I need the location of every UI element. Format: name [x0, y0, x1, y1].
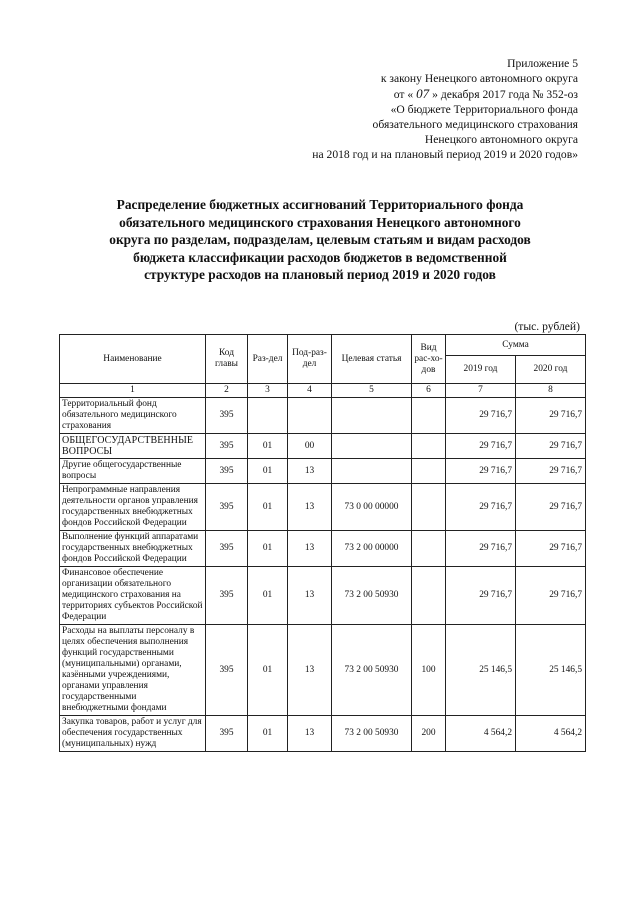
date-day-handwritten: 07 — [416, 86, 430, 101]
row-target: 73 2 00 50930 — [332, 567, 412, 625]
table-row — [60, 459, 586, 484]
row-subsection: 13 — [288, 484, 332, 531]
column-number: 2 — [206, 384, 248, 398]
date-prefix: от « — [393, 88, 414, 101]
row-name: Финансовое обеспечение организации обязательного медицинского страхования на территориях субъектов Российской Федерации — [60, 567, 206, 625]
row-sum-2019: 25 146,5 — [446, 625, 516, 716]
row-section: 01 — [248, 716, 288, 752]
row-section: 01 — [248, 434, 288, 459]
column-number: 7 — [446, 384, 516, 398]
row-sum-2019: 29 716,7 — [446, 484, 516, 531]
title-line: структуре расходов на плановый период 2019 и 2020 годов — [144, 267, 496, 283]
row-sum-2020: 29 716,7 — [516, 459, 586, 484]
row-code: 395 — [206, 459, 248, 484]
row-expense-type — [412, 459, 446, 484]
row-code: 395 — [206, 567, 248, 625]
table-row — [60, 625, 586, 716]
table-row — [60, 716, 586, 752]
row-subsection: 13 — [288, 625, 332, 716]
row-subsection: 13 — [288, 567, 332, 625]
row-sum-2019: 29 716,7 — [446, 398, 516, 434]
row-sum-2020: 29 716,7 — [516, 434, 586, 459]
column-number: 8 — [516, 384, 586, 398]
row-subsection: 13 — [288, 716, 332, 752]
table-row — [60, 567, 586, 625]
row-code: 395 — [206, 434, 248, 459]
row-expense-type — [412, 531, 446, 567]
row-subsection — [288, 398, 332, 434]
row-name: Выполнение функций аппаратами государственных внебюджетных фондов Российской Федерации — [60, 531, 206, 567]
row-sum-2020: 29 716,7 — [516, 567, 586, 625]
appendix-law-ref: к закону Ненецкого автономного округа — [380, 72, 578, 85]
row-name: Непрограммные направления деятельности органов управления государственных внебюджетных фондов Российской Федерации — [60, 484, 206, 531]
appendix-law-title-1: «О бюджете Территориального фонда — [390, 103, 578, 116]
row-section: 01 — [248, 459, 288, 484]
title-line: обязательного медицинского страхования Ненецкого автономного — [119, 214, 521, 230]
column-number: 3 — [248, 384, 288, 398]
appendix-date-line — [238, 86, 578, 102]
row-expense-type — [412, 398, 446, 434]
column-number-row — [60, 384, 586, 398]
row-section: 01 — [248, 567, 288, 625]
header-section: Раз-дел — [248, 335, 288, 384]
units-note: (тыс. рублей) — [514, 320, 580, 333]
row-code: 395 — [206, 484, 248, 531]
row-subsection: 00 — [288, 434, 332, 459]
row-name: Закупка товаров, работ и услуг для обеспечения государственных (муниципальных) нужд — [60, 716, 206, 752]
row-section: 01 — [248, 625, 288, 716]
header-name: Наименование — [60, 335, 206, 384]
header-year-2020: 2020 год — [516, 356, 586, 384]
header-subsection: Под-раз-дел — [288, 335, 332, 384]
row-target — [332, 398, 412, 434]
table-row — [60, 484, 586, 531]
row-expense-type: 200 — [412, 716, 446, 752]
row-sum-2020: 25 146,5 — [516, 625, 586, 716]
row-code: 395 — [206, 531, 248, 567]
title-line: округа по разделам, подразделам, целевым статьям и видам расходов — [109, 232, 531, 248]
row-name: Территориальный фонд обязательного медицинского страхования — [60, 398, 206, 434]
row-code: 395 — [206, 398, 248, 434]
row-subsection: 13 — [288, 531, 332, 567]
row-sum-2020: 29 716,7 — [516, 398, 586, 434]
row-name: Расходы на выплаты персоналу в целях обеспечения выполнения функций государственными (муниципальными) органами, казёнными учреждениями, органами управления государственными внебюджетными фондами — [60, 625, 206, 716]
row-section — [248, 398, 288, 434]
title-line: бюджета классификации расходов бюджетов в ведомственной — [133, 249, 507, 265]
row-target: 73 2 00 50930 — [332, 716, 412, 752]
table-row — [60, 531, 586, 567]
header-target: Целевая статья — [332, 335, 412, 384]
document-title — [60, 196, 580, 284]
header-code: Код главы — [206, 335, 248, 384]
row-sum-2019: 29 716,7 — [446, 531, 516, 567]
date-suffix: » декабря 2017 года № 352-оз — [432, 88, 578, 101]
column-number: 5 — [332, 384, 412, 398]
title-line: Распределение бюджетных ассигнований Территориального фонда — [116, 197, 524, 212]
row-sum-2019: 4 564,2 — [446, 716, 516, 752]
row-expense-type — [412, 484, 446, 531]
row-sum-2020: 4 564,2 — [516, 716, 586, 752]
header-expense-type: Вид рас-хо-дов — [412, 335, 446, 384]
table-row — [60, 434, 586, 459]
row-expense-type: 100 — [412, 625, 446, 716]
row-name: Другие общегосударственные вопросы — [60, 459, 206, 484]
header-year-2019: 2019 год — [446, 356, 516, 384]
row-target — [332, 434, 412, 459]
row-section: 01 — [248, 484, 288, 531]
appendix-number: Приложение 5 — [507, 57, 578, 70]
row-sum-2019: 29 716,7 — [446, 459, 516, 484]
row-sum-2019: 29 716,7 — [446, 434, 516, 459]
row-target: 73 2 00 50930 — [332, 625, 412, 716]
header-sum: Сумма — [446, 335, 586, 356]
row-sum-2020: 29 716,7 — [516, 484, 586, 531]
row-code: 395 — [206, 716, 248, 752]
appendix-law-title-2: обязательного медицинского страхования — [372, 118, 578, 131]
budget-table — [59, 334, 586, 752]
row-name: ОБЩЕГОСУДАРСТВЕННЫЕ ВОПРОСЫ — [60, 434, 206, 459]
column-number: 1 — [60, 384, 206, 398]
row-expense-type — [412, 567, 446, 625]
column-number: 4 — [288, 384, 332, 398]
row-target — [332, 459, 412, 484]
column-number: 6 — [412, 384, 446, 398]
appendix-law-title-3: Ненецкого автономного округа — [424, 133, 578, 146]
row-target: 73 2 00 00000 — [332, 531, 412, 567]
row-section: 01 — [248, 531, 288, 567]
table-row — [60, 398, 586, 434]
row-target: 73 0 00 00000 — [332, 484, 412, 531]
row-code: 395 — [206, 625, 248, 716]
appendix-law-title-4: на 2018 год и на плановый период 2019 и 2020 годов» — [312, 148, 578, 161]
row-expense-type — [412, 434, 446, 459]
row-sum-2020: 29 716,7 — [516, 531, 586, 567]
row-sum-2019: 29 716,7 — [446, 567, 516, 625]
appendix-header — [238, 56, 578, 162]
row-subsection: 13 — [288, 459, 332, 484]
